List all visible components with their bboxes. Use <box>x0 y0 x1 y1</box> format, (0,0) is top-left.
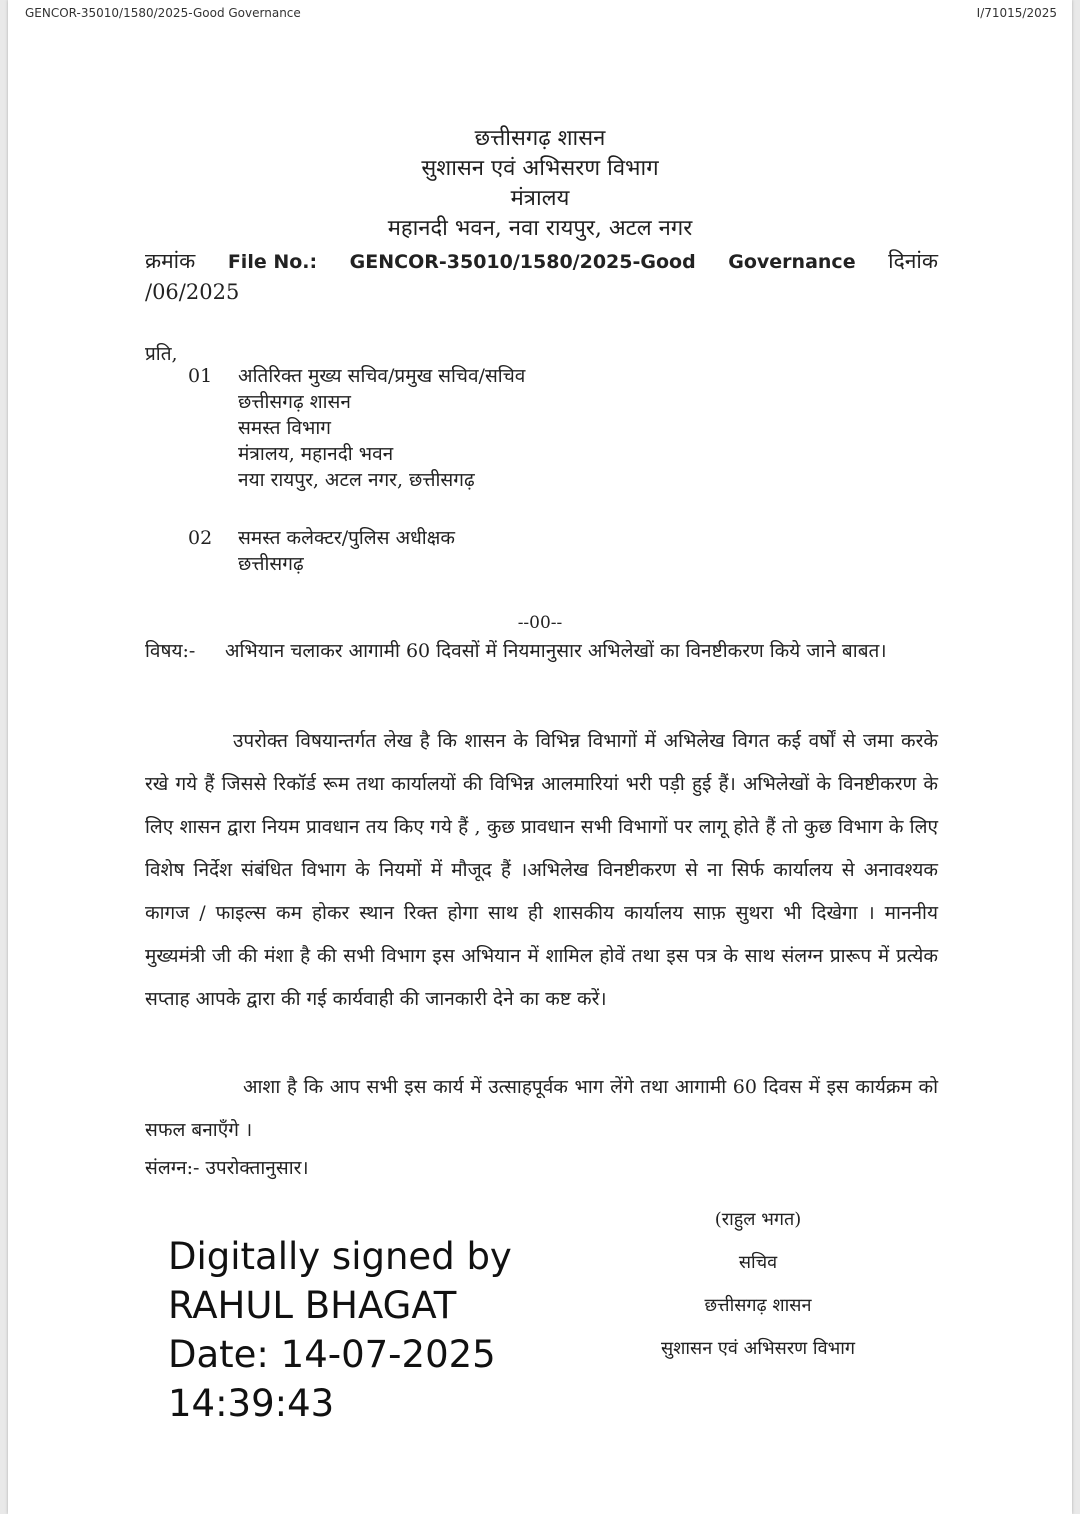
file-number-line <box>145 247 938 275</box>
recipient-1 <box>188 363 525 493</box>
signatory-department: सुशासन एवं अभिसरण विभाग <box>660 1338 856 1359</box>
recipient-line: मंत्रालय, महानदी भवन <box>238 443 394 465</box>
recipient-line: नया रायपुर, अटल नगर, छत्तीसगढ़ <box>238 469 475 491</box>
recipient-line: समस्त कलेक्टर/पुलिस अधीक्षक <box>238 527 455 549</box>
letterhead-address: महानदी भवन, नवा रायपुर, अटल नगर <box>387 216 693 241</box>
digital-signature-time: 14:39:43 <box>168 1382 335 1425</box>
body-paragraph-1: उपरोक्त विषयान्तर्गत लेख है कि शासन के विभिन्न विभागों में अभिलेख विगत कई वर्षों से जमा करके रखे गये हैं जिससे रिकॉर्ड रूम तथा कार्यालयों की विभिन्न आलमारियां भरी पड़ी हुई हैं। अभिलेखों के विनष्टीकरण के लिए शासन द्वारा नियम प्रावधान तय किए गये हैं , कुछ प्रावधान सभी विभागों पर लागू होते हैं तो कुछ विभाग के लिए विशेष निर्देश संबंधित विभाग के नियमों में मौजूद हैं ।अभिलेख विनष्टीकरण से ना सिर्फ कार्यालय से अनावश्यक कागज / फाइल्स कम होकर स्थान रिक्त होगा साथ ही शासकीय कार्यालय साफ़ सुथरा भी दिखेगा । माननीय मुख्यमंत्री जी की मंशा है की सभी विभाग इस अभियान में शामिल होवें तथा इस पत्र के साथ संलग्न प्रारूप में प्रत्येक सप्ताह आपके द्वारा की गई कार्यवाही की जानकारी देने का कष्ट करें। <box>145 730 938 1010</box>
kramank-label: क्रमांक <box>145 249 196 273</box>
recipient-number: 01 <box>188 365 213 387</box>
signatory-block <box>588 1198 928 1370</box>
enclosure-note: संलग्न:- उपरोक्तानुसार। <box>145 1157 309 1179</box>
subject-label: विषय:- <box>145 640 196 662</box>
recipient-line: अतिरिक्त मुख्य सचिव/प्रमुख सचिव/सचिव <box>238 365 526 387</box>
digital-signature-stamp <box>168 1232 512 1428</box>
body-paragraph-2: आशा है कि आप सभी इस कार्य में उत्साहपूर्वक भाग लेंगे तथा आगामी 60 दिवस में इस कार्यक्रम को सफल बनाएँगे । <box>145 1076 938 1141</box>
dinank-label: दिनांक <box>888 249 938 273</box>
signatory-government: छत्तीसगढ़ शासन <box>704 1295 812 1316</box>
subject-line <box>145 637 938 665</box>
digital-signature-name: RAHUL BHAGAT <box>168 1284 457 1327</box>
file-no-label: File No.: <box>227 251 318 273</box>
file-number-suffix: Governance <box>728 251 856 273</box>
letterhead-government: छत्तीसगढ़ शासन <box>474 126 606 151</box>
letterhead-department: सुशासन एवं अभिसरण विभाग <box>421 156 659 181</box>
recipient-number: 02 <box>188 527 213 549</box>
file-reference-header: GENCOR-35010/1580/2025-Good Governance <box>25 6 301 20</box>
file-number: GENCOR-35010/1580/2025-Good <box>349 251 696 273</box>
digital-signature-line: Digitally signed by <box>168 1235 512 1278</box>
digital-signature-date: Date: 14-07-2025 <box>168 1333 496 1376</box>
section-separator: --00-- <box>517 613 563 633</box>
letterhead-ministry: मंत्रालय <box>510 186 570 211</box>
letterhead <box>8 124 1072 244</box>
recipient-line: समस्त विभाग <box>238 417 331 439</box>
letter-date: /06/2025 <box>145 280 240 304</box>
recipient-2 <box>188 525 455 577</box>
document-page <box>8 0 1072 1514</box>
signatory-designation: सचिव <box>738 1252 778 1273</box>
recipients-heading: प्रति, <box>145 343 178 365</box>
inward-number-header: I/71015/2025 <box>976 6 1057 20</box>
recipient-line: छत्तीसगढ़ <box>238 553 304 575</box>
recipient-line: छत्तीसगढ़ शासन <box>238 391 351 413</box>
subject-text: अभियान चलाकर आगामी 60 दिवसों में नियमानुसार अभिलेखों का विनष्टीकरण किये जाने बाबत। <box>225 640 887 662</box>
signatory-name: (राहुल भगत) <box>714 1209 802 1230</box>
